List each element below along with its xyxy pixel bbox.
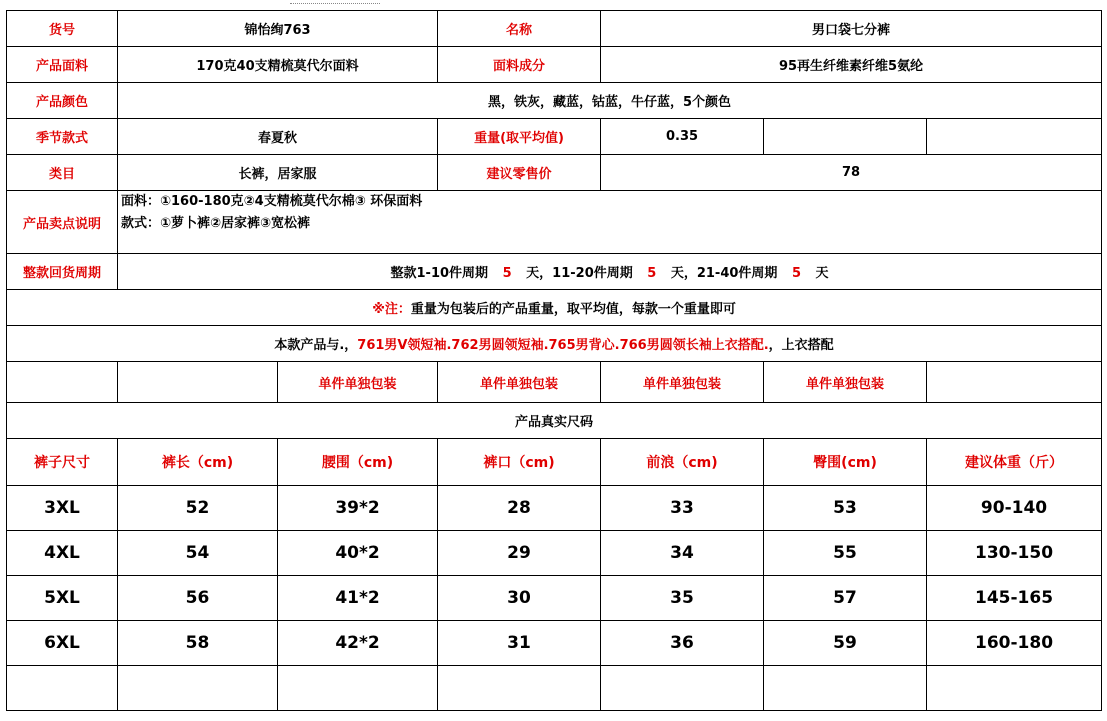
size-header-front-rise[interactable]: 前浪（cm) [601,439,764,486]
label-retail-price[interactable]: 建议零售价 [438,155,601,191]
size-cell[interactable]: 130-150 [927,531,1102,576]
row-colors [7,83,1102,119]
size-cell[interactable]: 35 [601,576,764,621]
size-cell[interactable]: 40*2 [278,531,438,576]
size-row [7,621,1102,666]
size-header-size[interactable]: 裤子尺寸 [7,439,118,486]
size-cell[interactable]: 160-180 [927,621,1102,666]
size-cell[interactable]: 54 [118,531,278,576]
label-item-number[interactable]: 货号 [7,11,118,47]
row-note [7,290,1102,326]
value-note[interactable] [7,290,1102,326]
empty-cell[interactable] [764,119,927,155]
empty-cell[interactable] [601,666,764,711]
note-prefix: ※注： [372,302,411,317]
size-cell[interactable]: 56 [118,576,278,621]
value-weight[interactable]: 0.35 [601,119,764,155]
packaging-cell[interactable]: 单件单独包装 [278,362,438,403]
size-cell[interactable]: 145-165 [927,576,1102,621]
value-colors[interactable]: 黑，铁灰，藏蓝，钴蓝，牛仔蓝，5个颜色 [118,83,1102,119]
size-cell[interactable]: 55 [764,531,927,576]
size-cell[interactable]: 58 [118,621,278,666]
row-category-price [7,155,1102,191]
row-season-weight [7,119,1102,155]
size-header-waist[interactable]: 腰围（cm) [278,439,438,486]
label-fabric[interactable]: 产品面料 [7,47,118,83]
empty-cell[interactable] [7,666,118,711]
size-row [7,531,1102,576]
size-cell[interactable]: 30 [438,576,601,621]
size-table-title[interactable]: 产品真实尺码 [7,403,1102,439]
size-header-length[interactable]: 裤长（cm) [118,439,278,486]
product-spec-sheet [6,10,1101,711]
value-selling-points[interactable] [118,191,1102,254]
size-cell[interactable]: 3XL [7,486,118,531]
value-retail-price[interactable]: 78 [601,155,1102,191]
label-weight[interactable]: 重量(取平均值) [438,119,601,155]
row-packaging [7,362,1102,403]
empty-cell[interactable] [118,666,278,711]
row-item-number [7,11,1102,47]
size-cell[interactable]: 33 [601,486,764,531]
label-colors[interactable]: 产品颜色 [7,83,118,119]
value-fabric[interactable]: 170克40支精梳莫代尔面料 [118,47,438,83]
value-item-number[interactable]: 锦怡绚763 [118,11,438,47]
row-size-title [7,403,1102,439]
matching-suffix: ，上衣搭配 [768,338,834,353]
value-matching[interactable] [7,326,1102,362]
cycle-days-3: 5 [791,266,801,281]
empty-cell[interactable] [764,666,927,711]
cycle-text-1: 整款1-10件周期 [390,266,489,281]
label-name[interactable]: 名称 [438,11,601,47]
value-name[interactable]: 男口袋七分裤 [601,11,1102,47]
label-composition[interactable]: 面料成分 [438,47,601,83]
label-season[interactable]: 季节款式 [7,119,118,155]
packaging-cell[interactable]: 单件单独包装 [438,362,601,403]
label-restock-cycle[interactable]: 整款回货周期 [7,254,118,290]
value-restock-cycle[interactable] [118,254,1102,290]
size-cell[interactable]: 6XL [7,621,118,666]
empty-cell[interactable] [118,362,278,403]
size-cell[interactable]: 36 [601,621,764,666]
value-composition[interactable]: 95再生纤维素纤维5氨纶 [601,47,1102,83]
size-cell[interactable]: 42*2 [278,621,438,666]
row-selling-points [7,191,1102,254]
empty-row [7,666,1102,711]
value-season[interactable]: 春夏秋 [118,119,438,155]
empty-cell[interactable] [927,119,1102,155]
size-cell[interactable]: 41*2 [278,576,438,621]
size-header-hip[interactable]: 臀围(cm) [764,439,927,486]
selling-point-fabric: 面料：①160-180克②4支精梳莫代尔棉③ 环保面料 [121,194,423,209]
matching-highlight: 761男V领短袖.762男圆领短袖.765男背心.766男圆领长袖上衣搭配. [357,338,769,353]
size-cell[interactable]: 28 [438,486,601,531]
size-header-row [7,439,1102,486]
cycle-text-4: 天 [815,266,829,281]
label-selling-points[interactable]: 产品卖点说明 [7,191,118,254]
packaging-cell[interactable]: 单件单独包装 [764,362,927,403]
empty-cell[interactable] [438,666,601,711]
size-cell[interactable]: 57 [764,576,927,621]
row-matching [7,326,1102,362]
size-cell[interactable]: 53 [764,486,927,531]
size-cell[interactable]: 5XL [7,576,118,621]
size-cell[interactable]: 39*2 [278,486,438,531]
size-header-weight[interactable]: 建议体重（斤） [927,439,1102,486]
size-cell[interactable]: 59 [764,621,927,666]
size-cell[interactable]: 34 [601,531,764,576]
size-row [7,576,1102,621]
size-header-hem[interactable]: 裤口（cm) [438,439,601,486]
size-cell[interactable]: 4XL [7,531,118,576]
spec-table [6,10,1102,711]
label-category[interactable]: 类目 [7,155,118,191]
empty-cell[interactable] [927,362,1102,403]
row-fabric [7,47,1102,83]
cut-off-header-fragment [290,0,380,4]
matching-prefix: 本款产品与.， [274,338,358,353]
empty-cell[interactable] [927,666,1102,711]
value-category[interactable]: 长裤，居家服 [118,155,438,191]
row-restock-cycle [7,254,1102,290]
cycle-days-2: 5 [647,266,657,281]
selling-point-style: 款式：①萝卜裤②居家裤③宽松裤 [121,216,311,231]
packaging-cell[interactable]: 单件单独包装 [601,362,764,403]
size-cell[interactable]: 29 [438,531,601,576]
cycle-text-2: 天，11-20件周期 [526,266,633,281]
cycle-text-3: 天，21-40件周期 [670,266,778,281]
size-cell[interactable]: 31 [438,621,601,666]
note-text: 重量为包装后的产品重量，取平均值，每款一个重量即可 [410,302,736,317]
size-cell[interactable]: 52 [118,486,278,531]
empty-cell[interactable] [278,666,438,711]
sheet-top-edge [0,0,1107,10]
empty-cell[interactable] [7,362,118,403]
cycle-days-1: 5 [502,266,512,281]
size-cell[interactable]: 90-140 [927,486,1102,531]
size-row [7,486,1102,531]
